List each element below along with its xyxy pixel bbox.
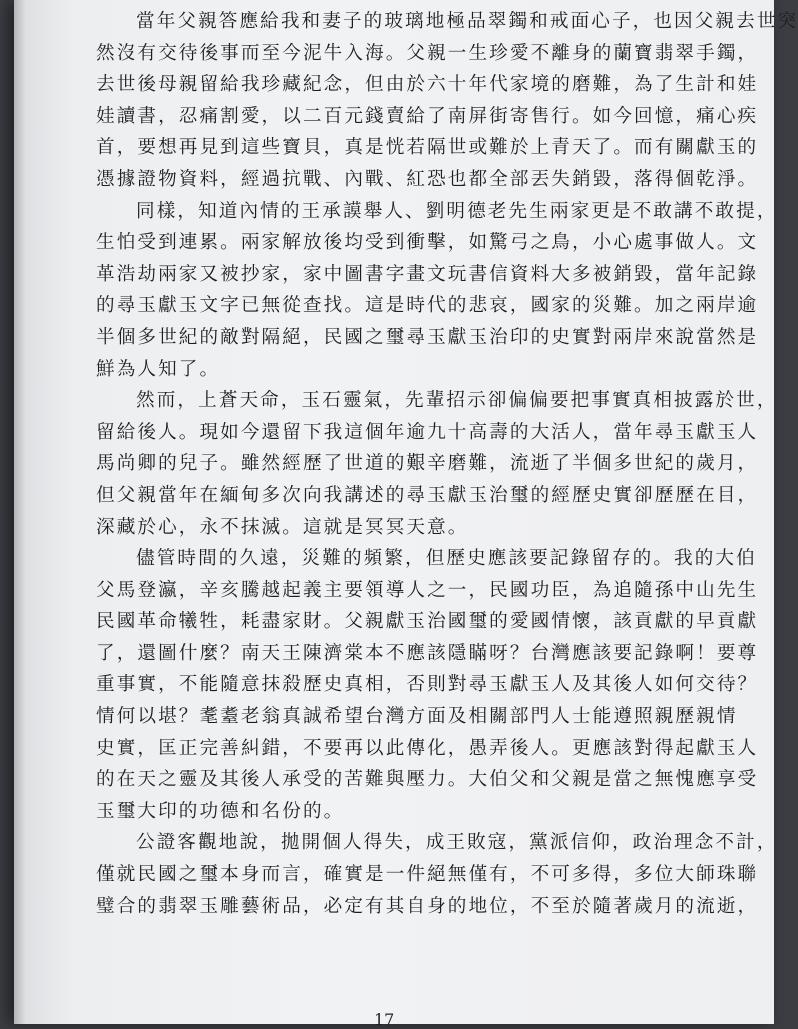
text-line: 父馬登瀛，辛亥騰越起義主要領導人之一，民國功臣，為追隨孫中山先生 bbox=[96, 579, 759, 601]
document-page bbox=[14, 0, 798, 1029]
text-line: 但父親當年在緬甸多次向我講述的尋玉獻玉治璽的經歷史實卻歷歷在目， bbox=[96, 484, 759, 506]
text-line: 民國革命犧牲，耗盡家財。父親獻玉治國璽的愛國情懷，該貢獻的早貢獻 bbox=[96, 611, 759, 633]
text-line: 的尋玉獻玉文字已無從查找。這是時代的悲哀，國家的災難。加之兩岸逾 bbox=[96, 295, 759, 317]
page-binding-shadow bbox=[14, 0, 26, 1024]
text-line: 了，還圖什麼？南天王陳濟棠本不應該隱瞞呀？台灣應該要記錄啊！要尊 bbox=[96, 642, 759, 664]
text-line: 革浩劫兩家又被抄家，家中圖書字畫文玩書信資料大多被銷毀，當年記錄 bbox=[96, 263, 759, 285]
text-line: 僅就民國之璽本身而言，確實是一件絕無僅有，不可多得，多位大師珠聯 bbox=[96, 864, 759, 886]
text-line: 重事實，不能隨意抹殺歷史真相，否則對尋玉獻玉人及其後人如何交待？ bbox=[96, 674, 759, 696]
text-line: 馬尚卿的兒子。雖然經歷了世道的艱辛磨難，流逝了半個多世紀的歲月， bbox=[96, 453, 759, 475]
text-line: 憑據證物資料，經過抗戰、內戰、紅恐也都全部丟失銷毀，落得個乾淨。 bbox=[96, 168, 759, 190]
text-line: 的在天之靈及其後人承受的苦難與壓力。大伯父和父親是當之無愧應享受 bbox=[96, 769, 759, 791]
text-line: 史實，匡正完善糾錯，不要再以此傳化，愚弄後人。更應該對得起獻玉人 bbox=[96, 737, 759, 759]
text-line: 娃讀書，忍痛割愛，以二百元錢賣給了南屏街寄售行。如今回憶，痛心疾 bbox=[96, 105, 759, 127]
text-line: 當年父親答應給我和妻子的玻璃地極品翠鐲和戒面心子，也因父親去世突 bbox=[136, 11, 798, 32]
text-line: 情何以堪？耄耋老翁真誠希望台灣方面及相關部門人士能遵照親歷親情 bbox=[96, 706, 738, 728]
text-line: 然而，上蒼天命，玉石靈氣，先輩招示卻偏偏要把事實真相披露於世， bbox=[136, 390, 778, 412]
text-line: 留給後人。現如今還留下我這個年逾九十高壽的大活人，當年尋玉獻玉人 bbox=[96, 421, 759, 443]
body-text bbox=[96, 6, 798, 922]
text-line: 玉璽大印的功德和名份的。 bbox=[96, 800, 345, 822]
text-line: 生怕受到連累。兩家解放後均受到衝擊，如驚弓之鳥，小心處事做人。文 bbox=[96, 232, 759, 254]
text-line: 半個多世紀的敵對隔絕，民國之璽尋玉獻玉治印的史實對兩岸來說當然是 bbox=[96, 326, 759, 348]
page-number: 17 bbox=[374, 1010, 395, 1029]
text-line: 璧合的翡翠玉雕藝術品，必定有其自身的地位，不至於隨著歲月的流逝， bbox=[96, 895, 759, 917]
text-line: 然沒有交待後事而至今泥牛入海。父親一生珍愛不離身的蘭寶翡翠手鐲， bbox=[96, 42, 759, 64]
text-line: 公證客觀地說，拋開個人得失，成王敗寇，黨派信仰，政治理念不計， bbox=[136, 832, 778, 854]
text-line: 同樣，知道內情的王承謨舉人、劉明德老先生兩家更是不敢講不敢提， bbox=[136, 200, 778, 222]
text-line: 首，要想再見到這些寶貝，真是恍若隔世或難於上青天了。而有關獻玉的 bbox=[96, 137, 759, 159]
text-line: 鮮為人知了。 bbox=[96, 358, 221, 380]
text-line: 去世後母親留給我珍藏紀念，但由於六十年代家境的磨難，為了生計和娃 bbox=[96, 74, 759, 96]
text-line: 深藏於心，永不抹滅。這就是冥冥天意。 bbox=[96, 516, 469, 538]
text-line: 儘管時間的久遠，災難的頻繁，但歷史應該要記錄留存的。我的大伯 bbox=[136, 548, 757, 570]
